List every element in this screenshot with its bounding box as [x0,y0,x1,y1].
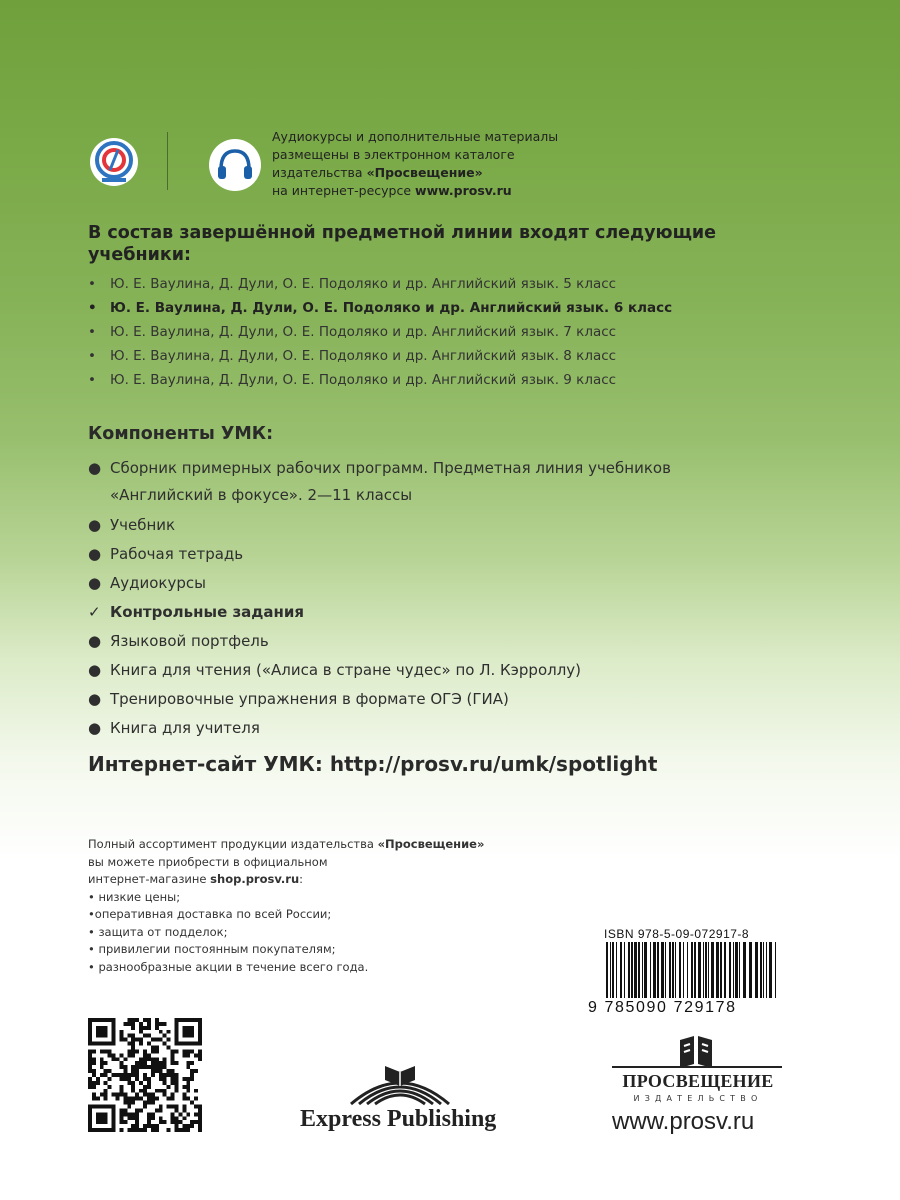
book-item [88,368,672,392]
shop-benefit: • привилегии постоянным покупателям; [88,942,336,956]
barcode-digits: 9 785090 729178 [588,999,737,1016]
bullet-icon: • [88,372,96,388]
bullet-icon: ● [88,545,102,563]
umk-item [88,657,671,683]
umk-item-text: Сборник примерных рабочих программ. Предметная линия учебников [110,459,671,477]
shop-line-1 [88,836,484,854]
isbn-label: ISBN 978-5-09-072917-8 [604,927,750,941]
qr-code-icon [88,1018,202,1132]
umk-item-text: Аудиокурсы [110,574,206,592]
publisher-name: «Просвещение» [366,165,483,180]
umk-list [88,455,671,744]
umk-item [88,686,671,712]
umk-item [88,570,671,596]
prosveshchenie-url[interactable]: www.prosv.ru [612,1108,755,1135]
book-item [88,344,672,368]
shop-line-1-prefix: Полный ассортимент продукции издательства [88,837,378,851]
bullet-icon: ● [88,690,102,708]
barcode-icon [604,942,780,1006]
umk-item [88,628,671,654]
prosv-catalog-logo-icon [88,136,140,188]
prosv-url-link[interactable]: www.prosv.ru [415,183,512,198]
bullet-icon: • [88,300,97,316]
shop-benefit: • низкие цены; [88,889,181,904]
umk-item-text: Учебник [110,516,176,534]
umk-item-text: Книга для чтения («Алиса в стране чудес» по Л. Кэрроллу) [110,661,582,679]
bullet-icon: ● [88,459,102,477]
shop-line-3 [88,871,484,889]
shop-info [88,836,484,976]
shop-line-3-prefix: интернет-магазине [88,872,211,886]
info-line-4-prefix: на интернет-ресурсе [272,183,416,198]
bullet-icon: • [88,348,96,364]
book-title: Ю. Е. Ваулина, Д. Дули, О. Е. Подоляко и др. Английский язык. 5 класс [110,276,617,292]
express-publishing-book-icon [345,1058,455,1108]
umk-item [88,512,671,538]
checkmark-icon: ✓ [88,603,101,621]
info-line-1: Аудиокурсы и дополнительные материалы [272,129,559,144]
info-line-4 [272,182,558,200]
umk-item-checked [88,599,671,625]
prosveshchenie-logo-icon [676,1034,716,1074]
book-title: Ю. Е. Ваулина, Д. Дули, О. Е. Подоляко и др. Английский язык. 9 класс [110,372,617,388]
bullet-icon: ● [88,516,102,534]
books-list [88,272,672,392]
express-publishing-name: Express Publishing [300,1106,497,1132]
bullet-icon: ● [88,574,102,592]
umk-website-link[interactable]: Интернет-сайт УМК: http://prosv.ru/umk/spotlight [88,752,658,776]
shop-benefit: • разнообразные акции в течение всего года. [88,959,369,974]
book-title: Ю. Е. Ваулина, Д. Дули, О. Е. Подоляко и др. Английский язык. 6 класс [110,300,673,316]
umk-item [88,715,671,741]
bullet-icon: • [88,276,96,292]
shop-benefit: • защита от подделок; [88,924,228,939]
shop-benefit: •оперативная доставка по всей России; [88,907,332,921]
umk-item-text: Тренировочные упражнения в формате ОГЭ (ГИА) [110,690,509,708]
prosveshchenie-subtitle: ИЗДАТЕЛЬСТВО [633,1094,763,1103]
info-line-3-prefix: издательства [272,165,367,180]
bullet-icon: • [88,324,96,340]
info-line-3 [272,164,558,182]
book-item [88,320,672,344]
books-heading: В состав завершённой предметной линии входят следующие учебники: [88,223,717,265]
bullet-icon: ● [88,632,102,650]
umk-heading: Компоненты УМК: [88,424,274,444]
headphones-icon [208,138,262,192]
umk-item-text-2: «Английский в фокусе». 2—11 классы [110,486,413,504]
prosveshchenie-rule [612,1066,782,1068]
bullet-icon: ● [88,661,102,679]
shop-url-link[interactable]: shop.prosv.ru [210,872,300,886]
shop-line-2: вы можете приобрести в официальном [88,854,328,869]
shop-benefits-list [88,889,484,977]
shop-line-3-suffix: : [299,872,304,886]
umk-item [88,455,671,509]
umk-item-text: Книга для учителя [110,719,260,737]
umk-item-text: Контрольные задания [110,603,305,621]
umk-item [88,541,671,567]
shop-publisher-name: «Просвещение» [377,837,485,851]
audio-materials-info [272,128,558,200]
info-line-2: размещены в электронном каталоге [272,147,515,162]
top-divider [167,132,168,190]
book-title: Ю. Е. Ваулина, Д. Дули, О. Е. Подоляко и др. Английский язык. 8 класс [110,348,617,364]
book-title: Ю. Е. Ваулина, Д. Дули, О. Е. Подоляко и др. Английский язык. 7 класс [110,324,617,340]
book-item [88,272,672,296]
bullet-icon: ● [88,719,102,737]
umk-item-text: Языковой портфель [110,632,269,650]
book-item-current [88,296,672,320]
prosveshchenie-name: ПРОСВЕЩЕНИЕ [622,1071,774,1091]
umk-item-text: Рабочая тетрадь [110,545,244,563]
